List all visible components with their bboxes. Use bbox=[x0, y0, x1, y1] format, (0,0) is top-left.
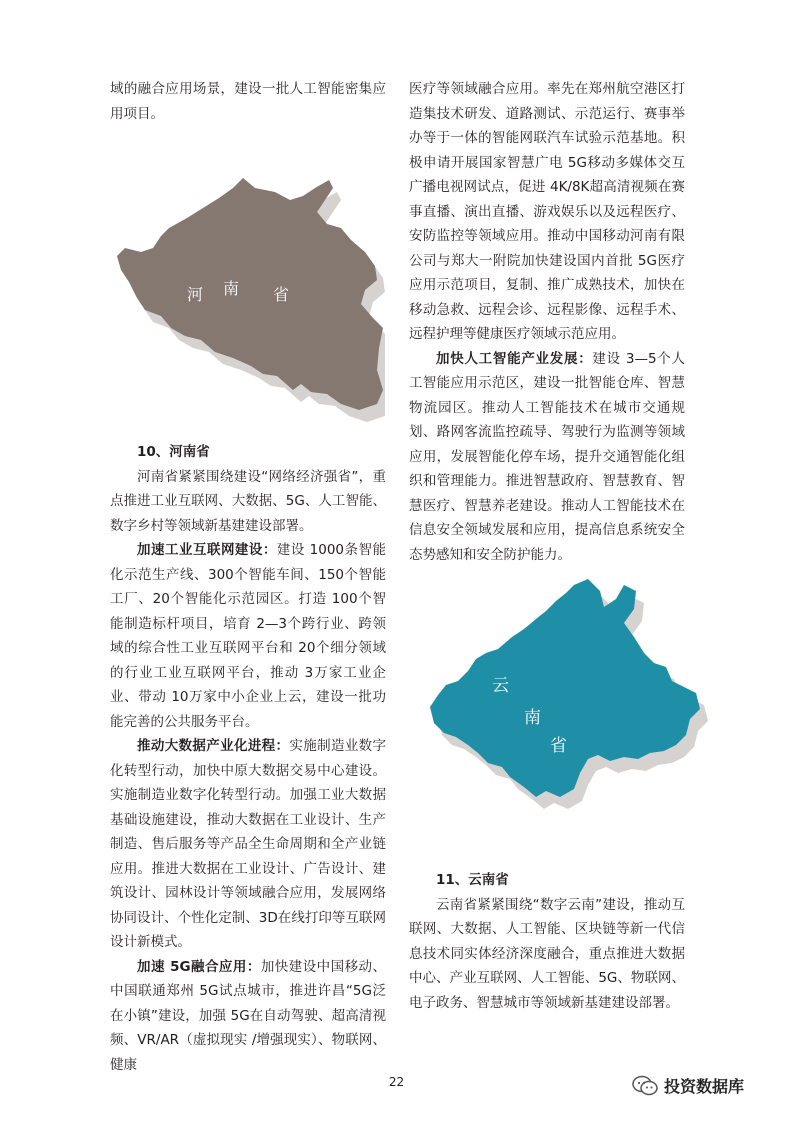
henan-map-label-1: 河 bbox=[187, 285, 204, 304]
right-column-top bbox=[409, 77, 685, 567]
yunnan-map-label-2: 南 bbox=[524, 708, 541, 728]
5g-body: 加快建设中国移动、中国联通郑州 5G试点城市，推进许昌“5G泛在小镇”建设，加强 5G在自动驾驶、超高清视频、VR/AR（虚拟现实 /增强现实）、物联网、健康 bbox=[110, 958, 386, 1073]
big-data-body: 实施制造业数字化转型行动，加快中原大数据交易中心建设。实施制造业数字化转型行动。加强工业大数据基础设施建设，推动大数据在工业设计、生产制造、售后服务等产品全生命周期和全产业链应用。推进大数据在工业设计、广告设计、建筑设计、园林设计等领域融合应用，发展网络协同设计、个性化定制、3D在线打印等互联网设计新模式。 bbox=[110, 738, 387, 950]
henan-section-title: 10、河南省 bbox=[137, 444, 210, 460]
ai-industry-paragraph bbox=[409, 347, 685, 568]
intro-paragraph: 域的融合应用场景，建设一批人工智能密集应用项目。 bbox=[110, 81, 386, 122]
big-data-title: 推动大数据产业化进程： bbox=[137, 738, 290, 754]
healthcare-paragraph: 医疗等领域融合应用。率先在郑州航空港区打造集技术研发、道路测试、示范运行、赛事举办等于一体的智能网联汽车试验示范基地。积极申请开展国家智慧广电 5G移动多媒体交互广播电视网试点，促进 4K/8K超高清视频在赛事直播、演出直播、游戏娱乐以及远程医疗、安防监控等领域应用。推动中国移动河南有限公司与郑大一附院加快建设国内首批 5G医疗应用示范项目，复制、推广成熟技术，加快在移动急救、远程会诊、远程影像、远程手术、远程护理等健康医疗领域示范应用。 bbox=[409, 81, 685, 342]
industrial-internet-title: 加速工业互联网建设： bbox=[137, 542, 277, 558]
industrial-internet-body: 建设 1000条智能化示范生产线、300个智能车间、150个智能工厂、20个智能化示范园区。打造 100个智能制造标杆项目，培育 2—3个跨行业、跨领域的综合性工业互联网平台和 20个细分领域的行业工业互联网平台，推动 3万家工业企业、带动 10万家中小企业上云，建设一批功能完善的公共服务平台。 bbox=[110, 542, 386, 730]
big-data-paragraph bbox=[110, 734, 386, 955]
right-column-bottom bbox=[409, 868, 685, 1015]
yunnan-map-label-1: 云 bbox=[492, 676, 509, 696]
yunnan-intro-paragraph: 云南省紧紧围绕“数字云南”建设，推动互联网、大数据、人工智能、区块链等新一代信息技术同实体经济深度融合，重点推进大数据中心、产业互联网、人工智能、5G、物联网、电子政务、智慧城市等领域新基建建设部署。 bbox=[409, 896, 685, 1011]
yunnan-map bbox=[428, 577, 718, 847]
page-number: 22 bbox=[388, 1075, 405, 1089]
henan-map-label-2: 南 bbox=[223, 279, 240, 298]
industrial-internet-paragraph bbox=[110, 538, 386, 734]
henan-intro-paragraph: 河南省紧紧围绕建设“网络经济强省”，重点推进工业互联网、大数据、5G、人工智能、数字乡村等领域新基建建设部署。 bbox=[110, 468, 386, 534]
yunnan-section-title: 11、云南省 bbox=[436, 872, 509, 888]
henan-map bbox=[115, 178, 385, 428]
henan-map-label-3: 省 bbox=[273, 285, 290, 304]
left-intro bbox=[110, 77, 386, 126]
ai-industry-title: 加快人工智能产业发展： bbox=[436, 350, 593, 367]
wechat-icon bbox=[632, 1075, 658, 1097]
watermark bbox=[632, 1074, 744, 1097]
watermark-text: 投资数据库 bbox=[664, 1077, 745, 1096]
yunnan-map-label-3: 省 bbox=[550, 736, 567, 756]
left-column bbox=[110, 440, 386, 1077]
5g-title: 加速 5G融合应用： bbox=[137, 958, 261, 975]
ai-industry-body: 建设 3—5个人工智能应用示范区，建设一批智能仓库、智慧物流园区。推动人工智能技术在城市交通规划、路网客流监控疏导、驾驶行为监测等领域应用，发展智能化停车场，提升交通智能化组织和管理能力。推进智慧政府、智慧教育、智慧医疗、智慧养老建设。推动人工智能技术在信息安全领域发展和应用，提高信息系统安全态势感知和安全防护能力。 bbox=[409, 350, 685, 563]
5g-paragraph bbox=[110, 955, 386, 1078]
